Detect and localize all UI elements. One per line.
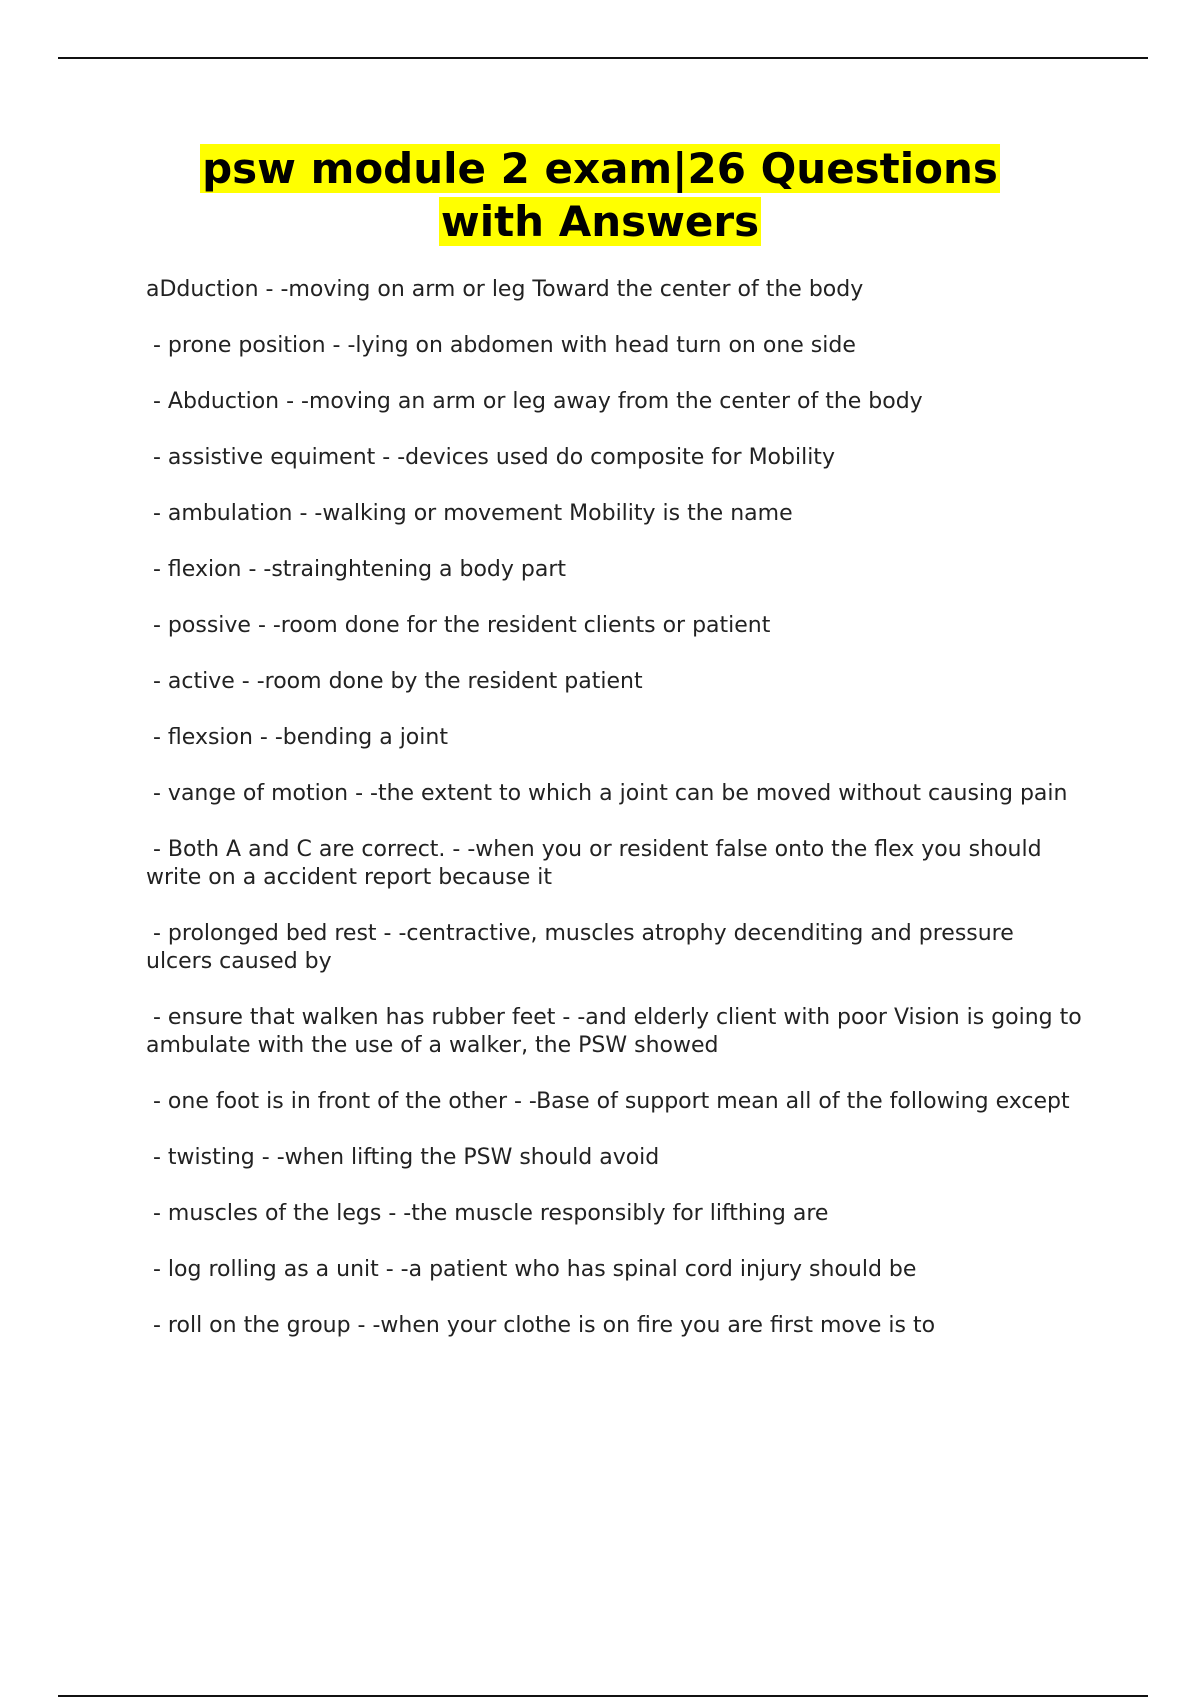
qa-item: - ensure that walken has rubber feet - -and elderly client with poor Vision is going to ambulate with the use of a walker, the PSW showed (146, 1005, 1089, 1058)
qa-item: - roll on the group - -when your clothe is on fire you are first move is to (146, 1313, 936, 1338)
qa-item: - Both A and C are correct. - -when you or resident false onto the flex you should write on a accident report because it (146, 837, 1049, 890)
footer-rule (58, 1695, 1148, 1697)
title-line-1: psw module 2 exam|26 Questions (202, 144, 998, 193)
qa-item: - flexion - -strainghtening a body part (146, 557, 567, 582)
qa-item: - assistive equiment - -devices used do composite for Mobility (146, 445, 835, 470)
qa-item: - flexsion - -bending a joint (146, 725, 448, 750)
document-title (0, 142, 1200, 248)
qa-item: - prone position - -lying on abdomen with head turn on one side (146, 333, 856, 358)
qa-item: aDduction - -moving on arm or leg Toward the center of the body (146, 277, 864, 302)
qa-item: - one foot is in front of the other - -Base of support mean all of the following except (146, 1089, 1070, 1114)
qa-item: - muscles of the legs - -the muscle responsibly for lifthing are (146, 1201, 829, 1226)
qa-item: - vange of motion - -the extent to which a joint can be moved without causing pain (146, 781, 1068, 806)
qa-item: - twisting - -when lifting the PSW should avoid (146, 1145, 660, 1170)
qa-item: - ambulation - -walking or movement Mobility is the name (146, 501, 793, 526)
title-line-2: with Answers (440, 197, 760, 246)
qa-item: - Abduction - -moving an arm or leg away from the center of the body (146, 389, 923, 414)
qa-item: - prolonged bed rest - -centractive, muscles atrophy decenditing and pressure ulcers caused by (146, 921, 1021, 974)
header-rule (58, 57, 1148, 59)
question-answer-list (146, 276, 1089, 1368)
qa-item: - possive - -room done for the resident clients or patient (146, 613, 771, 638)
qa-item: - log rolling as a unit - -a patient who has spinal cord injury should be (146, 1257, 917, 1282)
qa-item: - active - -room done by the resident patient (146, 669, 643, 694)
